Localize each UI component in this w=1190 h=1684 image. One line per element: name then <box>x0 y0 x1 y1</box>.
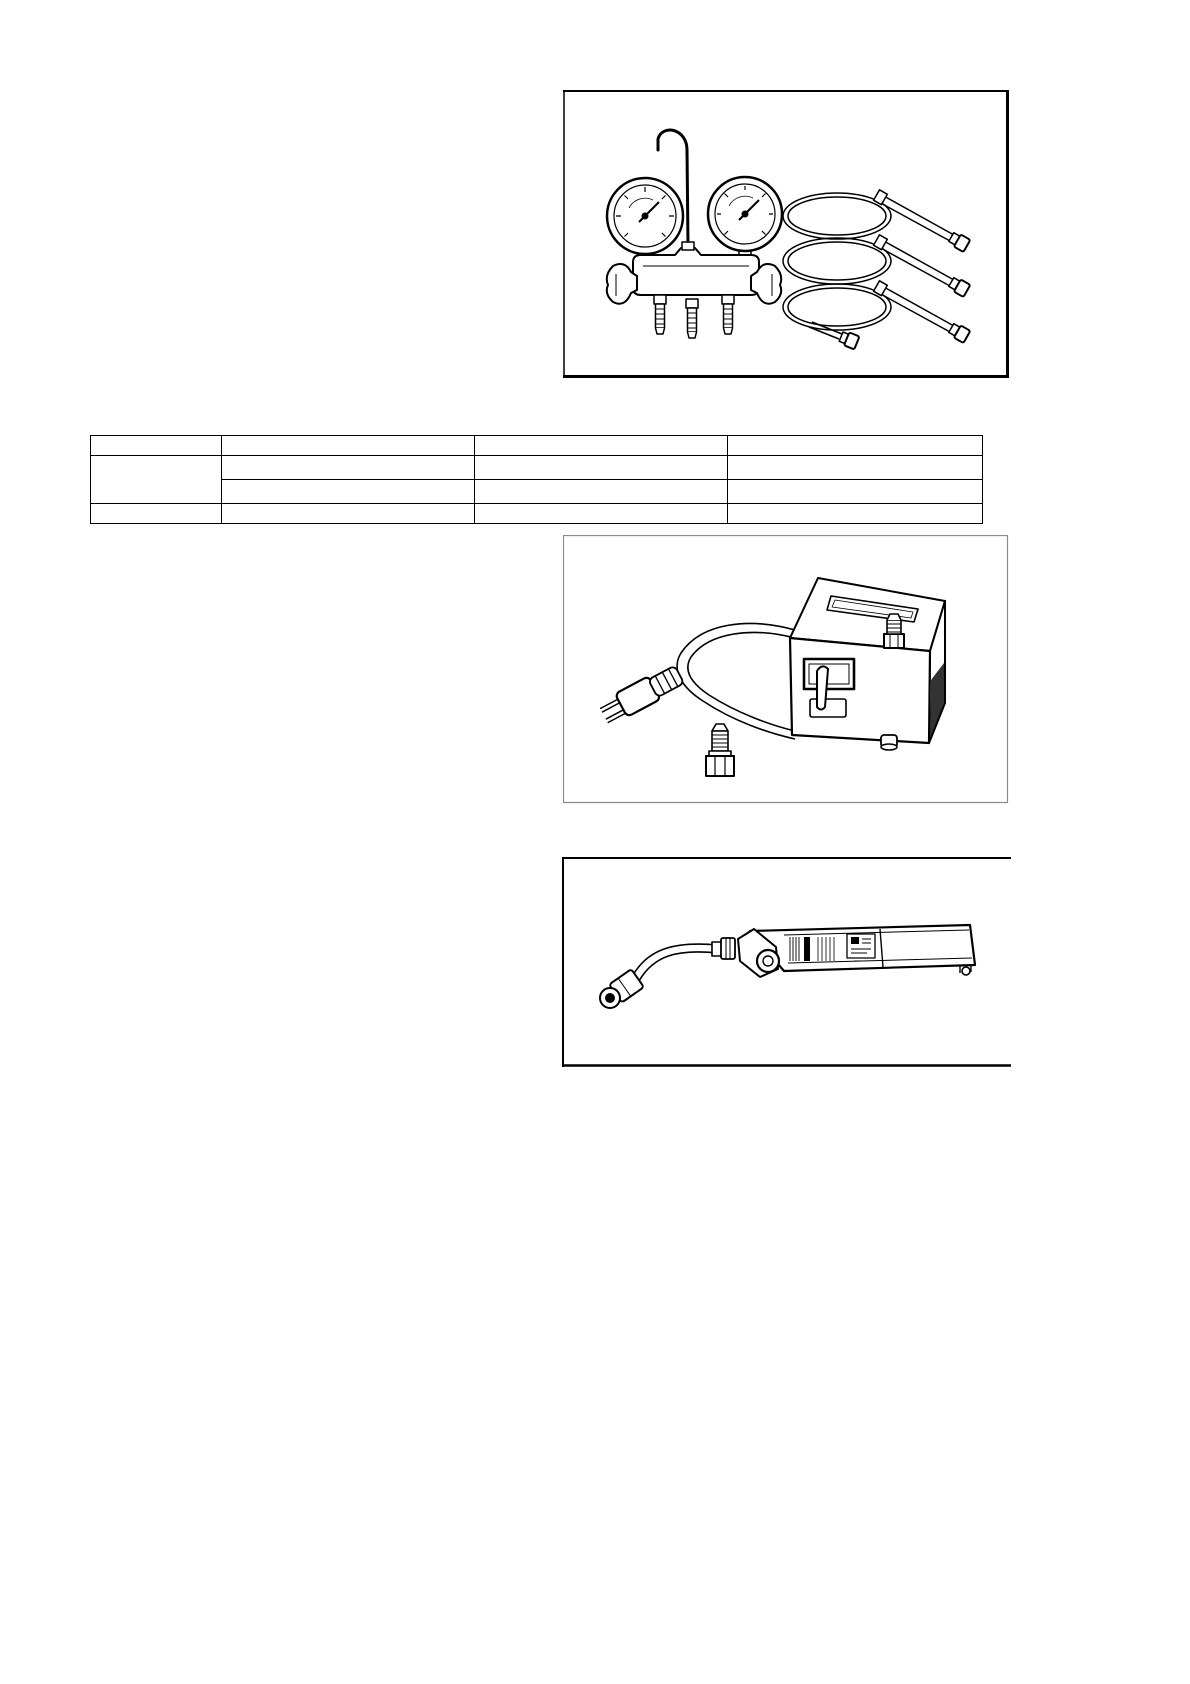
service-port-fitting-icon <box>654 295 666 334</box>
specification-table <box>90 435 983 524</box>
table-header-row <box>91 436 983 456</box>
service-port-fitting-icon <box>722 295 734 334</box>
figure-manifold-gauge-set <box>563 90 1009 378</box>
table-cell <box>222 480 475 504</box>
table-cell-merged <box>91 456 222 504</box>
table-row <box>91 504 983 524</box>
table-cell <box>728 504 983 524</box>
table-cell <box>728 456 983 480</box>
table-cell <box>475 436 728 456</box>
service-port-fitting-icon <box>686 299 698 338</box>
low-side-gauge-icon <box>607 178 683 259</box>
table-cell <box>475 504 728 524</box>
table-cell <box>475 456 728 480</box>
power-switch-icon <box>804 659 854 717</box>
table-row <box>91 480 983 504</box>
table-cell <box>91 436 222 456</box>
leak-detector-body-icon <box>712 925 975 977</box>
table-row <box>91 456 983 480</box>
figure-vacuum-pump <box>563 535 1009 804</box>
pump-foot-fitting-icon <box>881 735 897 750</box>
table-cell <box>222 504 475 524</box>
high-side-gauge-icon <box>708 177 782 257</box>
power-plug-icon <box>597 663 685 726</box>
table-cell <box>222 456 475 480</box>
table-cell <box>222 436 475 456</box>
figure-leak-detector <box>562 857 1011 1067</box>
flexible-probe-icon <box>632 944 718 981</box>
table-cell <box>91 504 222 524</box>
power-cord-icon <box>677 624 795 739</box>
table-cell <box>728 480 983 504</box>
charging-hose-icon <box>783 281 970 350</box>
table-cell <box>475 480 728 504</box>
sensor-tip-icon <box>600 969 644 1008</box>
port-fitting-icon <box>884 614 904 648</box>
table-cell <box>728 436 983 456</box>
adapter-fitting-icon <box>706 724 734 776</box>
control-knob-icon <box>757 950 779 972</box>
